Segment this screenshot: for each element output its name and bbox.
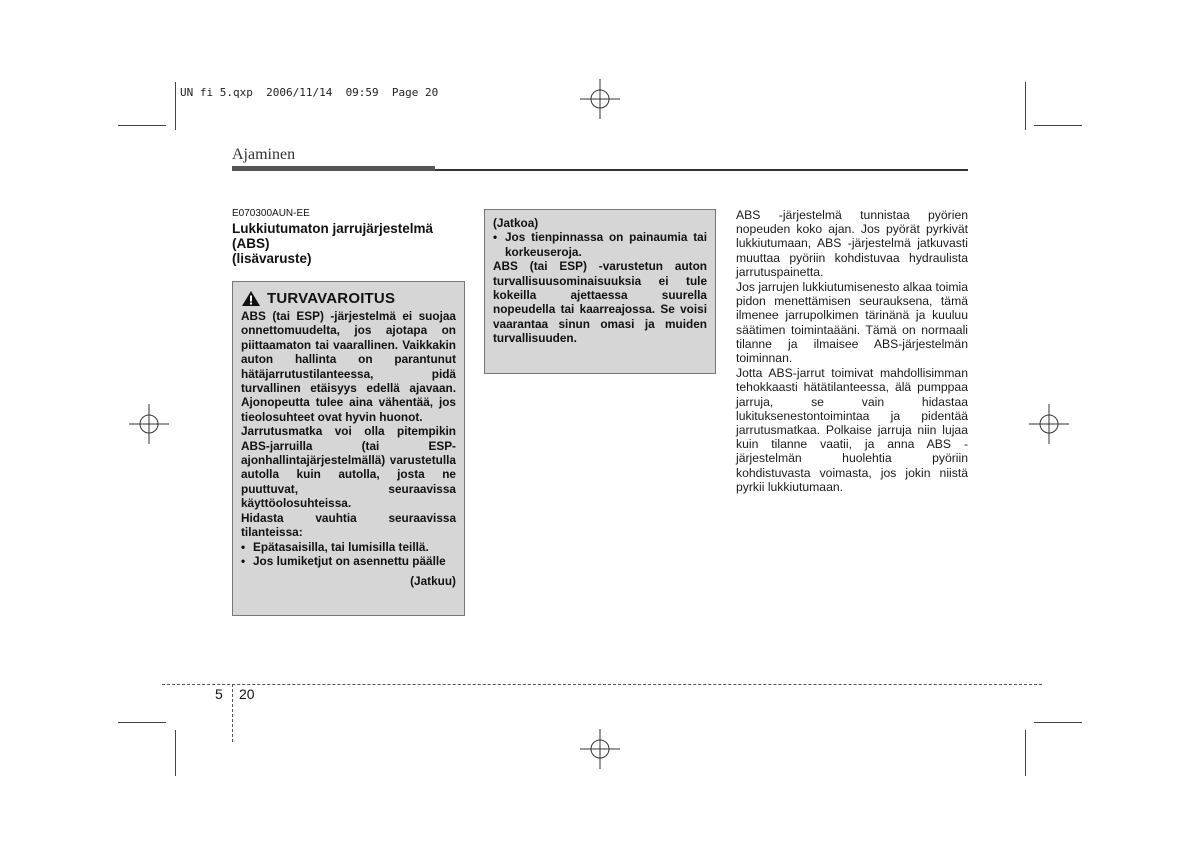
continuation-box — [484, 209, 716, 374]
continued-note: (Jatkuu) — [410, 574, 456, 589]
section-title: Ajaminen — [232, 146, 296, 163]
crop-mark — [1034, 722, 1082, 723]
registration-mark-icon — [1029, 404, 1069, 444]
warning-paragraph: ABS (tai ESP) -järjestelmä ei suojaa onnettomuudelta, jos ajotapa on piittaamaton tai vaarallinen. Vaikkakin auton hallinta on parantunut hätäjarrutustilanteessa, pidä turvallinen etäisyys edellä ajavaan. Ajonopeutta tulee aina vähentää, jos tieolosuhteet ovat hyvin huonot. — [241, 309, 456, 424]
crop-mark — [175, 730, 176, 776]
warning-triangle-icon — [241, 290, 261, 307]
body-paragraph: Jotta ABS-jarrut toimivat mahdollisimman tehokkaasti hätätilanteessa, älä pumppaa jarruja, se vain hidastaa lukituksenestontoimintaa ja pidentää jarrutusmatkaa. Polkaise jarruja niin lujaa kuin tilanne vaatii, ja anna ABS -järjestelmän huolehtia pyöriin kohdistuvasta voimasta, jos jokin niistä pyrkii lukkiutumaan. — [736, 366, 968, 494]
body-paragraph: ABS -järjestelmä tunnistaa pyörien nopeuden koko ajan. Jos pyörät pyrkivät lukkiutumaan, ABS -järjestelmä jatkuvasti muuttaa pyöriin kohdistuvaa hydraulista jarrutuspainetta. — [736, 208, 968, 279]
section-code: E070300AUN-EE — [232, 208, 310, 219]
crop-mark — [1034, 125, 1082, 126]
page-number: 20 — [239, 686, 255, 702]
crop-mark — [1025, 82, 1026, 130]
heading-line: (ABS) — [232, 236, 270, 251]
warning-header — [241, 290, 456, 307]
warning-paragraph: Jarrutusmatka voi olla pitempikin ABS-jarruilla (tai ESP-ajonhallintajärjestelmällä) varustetulla autolla kuin autolla, josta ne puuttuvat, seuraavissa käyttöolosuhteissa. — [241, 424, 456, 511]
crop-mark — [175, 82, 176, 130]
header-rule-dark — [232, 166, 435, 171]
warning-paragraph: Hidasta vauhtia seuraavissa tilanteissa: — [241, 510, 456, 540]
print-slug: UN fi 5.qxp 2006/11/14 09:59 Page 20 — [180, 86, 439, 99]
continuation-bullet-list — [493, 230, 707, 259]
continuation-bullet: • Jos tienpinnassa on painaumia tai korkeuseroja. — [493, 230, 707, 259]
registration-mark-icon — [580, 79, 620, 119]
heading-line: (lisävaruste) — [232, 251, 312, 266]
body-text-column — [736, 208, 968, 495]
heading-line: Lukkiutumaton jarrujärjestelmä — [232, 221, 434, 236]
warning-bullet-list — [241, 540, 456, 569]
header-rule — [435, 169, 968, 171]
crop-mark — [118, 125, 166, 126]
registration-mark-icon — [129, 404, 169, 444]
footer-divider — [232, 684, 233, 742]
footer-rule — [162, 684, 1042, 685]
section-heading — [232, 221, 464, 266]
crop-mark — [118, 722, 166, 723]
warning-bullet: • Jos lumiketjut on asennettu päälle — [241, 554, 456, 568]
chapter-number: 5 — [215, 686, 223, 702]
crop-mark — [1025, 730, 1026, 776]
registration-mark-icon — [580, 729, 620, 769]
warning-body — [241, 309, 456, 589]
warning-box — [232, 281, 465, 616]
continuation-label: (Jatkoa) — [493, 216, 539, 230]
continuation-paragraph: ABS (tai ESP) -varustetun auton turvallisuusominaisuuksia ei tule kokeilla ajettaessa suurella nopeudella tai kaarreajossa. Se voisi vaarantaa sinun omasi ja muiden turvallisuuden. — [493, 259, 707, 346]
warning-title: TURVAVAROITUS — [267, 290, 396, 307]
warning-bullet: • Epätasaisilla, tai lumisilla teillä. — [241, 540, 456, 554]
body-paragraph: Jos jarrujen lukkiutumisenesto alkaa toimia pidon menettämisen seurauksena, tämä ilmenee jarrupolkimen tärinänä ja kuuluu säätimen toimintaääni. Tämä on normaali tilanne ja ilmaisee ABS-järjestelmän toiminnan. — [736, 280, 968, 366]
continuation-body — [493, 216, 707, 346]
